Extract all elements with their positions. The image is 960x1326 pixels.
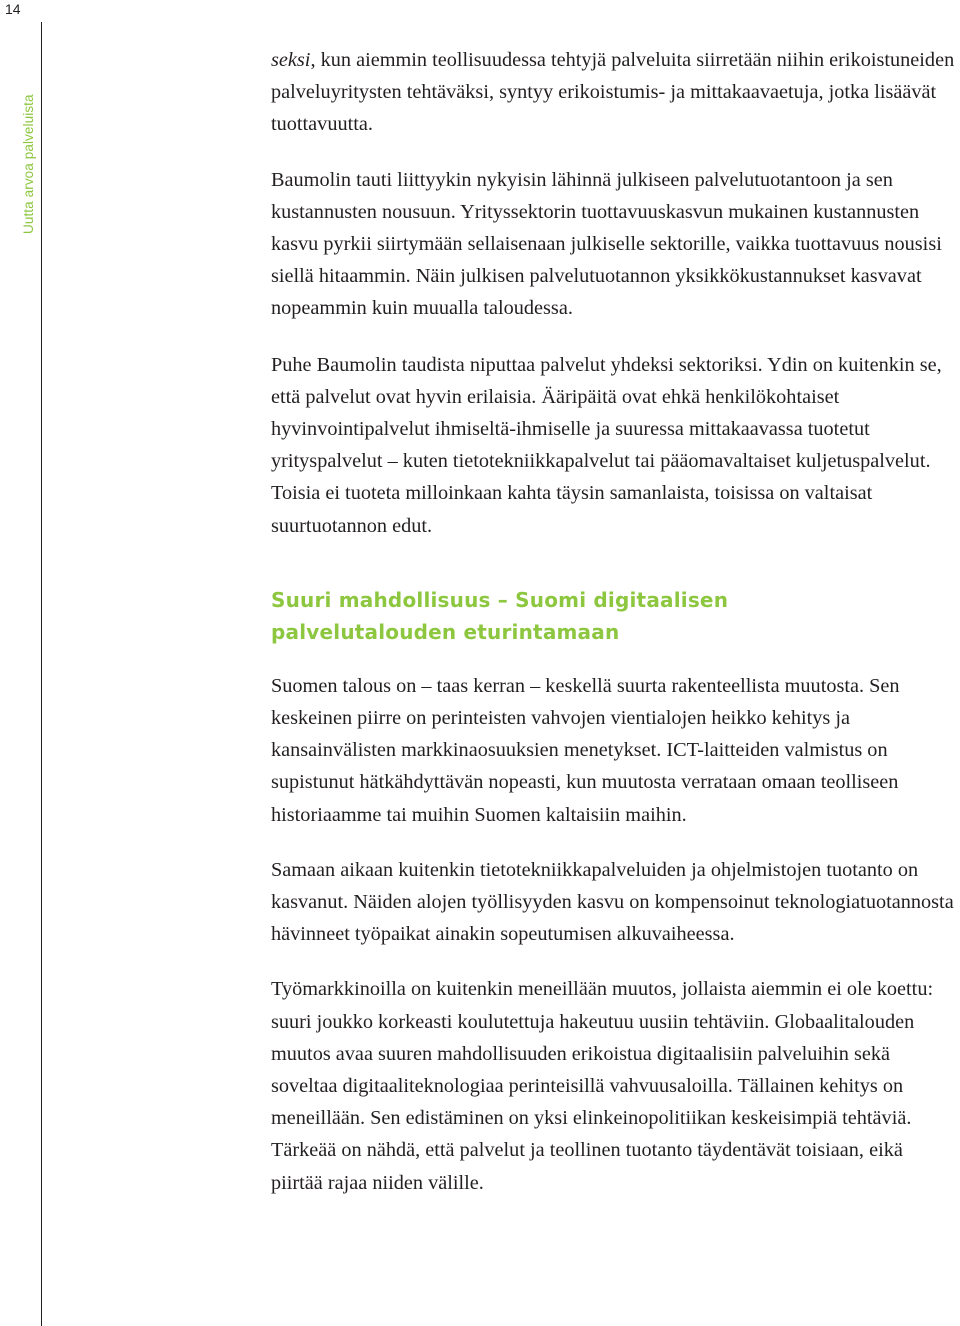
running-head [0,40,40,240]
paragraph-3: Puhe Baumolin taudista niputtaa palvelut yhdeksi sektoriksi. Ydin on kuitenkin se, että palvelut ovat hyvin erilaisia. Ääripäitä ovat ehkä henkilökohtaiset hyvinvointipalvelut ihmiseltä-ihmiselle ja suuressa mittakaavassa tuotetut yrityspalvelut – kuten tietotekniikkapalvelut tai pääomavaltaiset kuljetuspalvelut. Toisia ei tuoteta milloinkaan kahta täysin samanlaista, toisissa on valtaisat suurtuotannon edut. [271,353,942,537]
paragraph-2: Baumolin tauti liittyykin nykyisin lähinnä julkiseen palvelutuotantoon ja sen kustannusten nousuun. Yrityssektorin tuottavuuskasvun mukainen kustannusten kasvu pyrkii siirtymään sellaisenaan julkiselle sektorille, vaikka tuottavuus nousisi siellä hitaammin. Näin julkisen palvelutuotannon yksikkökustannukset kasvavat nopeammin kuin muualla taloudessa. [271,168,942,320]
paragraph-6: Työmarkkinoilla on kuitenkin meneillään muutos, jollaista aiemmin ei ole koettu: suuri joukko korkeasti koulutettuja hakeutuu uusiin tehtäviin. Globaalitalouden muutos avaa suuren mahdollisuuden erikoistua digitaalisiin palveluihin sekä soveltaa digitaaliteknologiaa perinteisillä vahvuusaloilla. Tällainen kehitys on meneillään. Sen edistäminen on yksi elinkeinopolitiikan keskeisimpiä tehtäviä. Tärkeää on nähdä, että palvelut ja teollinen tuotanto täydentävät toisiaan, eikä piirtää rajaa niiden välille. [271,978,934,1194]
section-heading-line-1: Suuri mahdollisuus – Suomi digitaalisen [271,587,729,612]
running-head-label: Uutta arvoa palveluista [21,94,36,234]
paragraph-1-italic-lead: seksi [271,49,311,71]
article-body [271,44,959,1199]
paragraph-1-text: , kun aiemmin teollisuudessa tehtyjä palveluita siirretään niihin erikoistuneiden palveluyritysten tehtäväksi, syntyy erikoistumis- ja mittakaavaetuja, jotka lisäävät tuottavuutta. [271,49,955,136]
section-heading-line-2: palvelutalouden eturintamaan [271,619,620,644]
sidebar-divider [41,22,42,1326]
paragraph-5: Samaan aikaan kuitenkin tietotekniikkapalveluiden ja ohjelmistojen tuotanto on kasvanut. Näiden alojen työllisyyden kasvu on kompensoinut teknologiatuotannosta hävinneet työpaikat ainakin sopeutumisen alkuvaiheessa. [271,858,954,946]
paragraph-4: Suomen talous on – taas kerran – keskellä suurta rakenteellista muutosta. Sen keskeinen piirre on perinteisten vahvojen vientialojen heikko kehitys ja kansainvälisten markkinaosuuksien menetykset. ICT-laitteiden valmistus on supistunut hätkähdyttävän nopeasti, kun muutosta verrataan omaan teolliseen historiaamme tai muihin Suomen kaltaisiin maihin. [271,674,900,826]
paragraph-1 [271,44,959,141]
page-number: 14 [5,1,21,17]
section-heading [271,584,959,648]
